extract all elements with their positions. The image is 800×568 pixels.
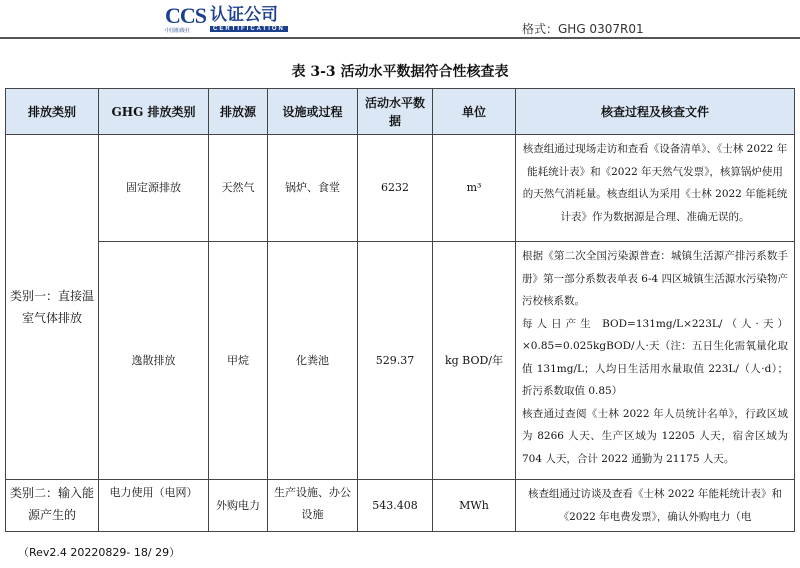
header-divider (0, 37, 800, 39)
logo-cn-text: 认证公司 (210, 5, 279, 25)
table-row (6, 135, 795, 242)
col-header: 排放类别 (6, 89, 99, 135)
unit-cell: MWh (433, 480, 516, 532)
desc-cell: 核查组通过访谈及查看《士林 2022 年能耗统计表》和《2022 年电费发票》，确认外购电力（电 (516, 480, 795, 532)
activity-data-table (5, 88, 795, 532)
source-cell: 天然气 (209, 135, 268, 242)
category-cell: 类别二：输入能源产生的 (6, 480, 99, 532)
value-cell: 529.37 (358, 242, 433, 480)
ccs-logo (165, 3, 285, 34)
page-footer: （Rev2.4 20220829- 18/ 29） (18, 546, 181, 559)
desc-paragraph: 根据《第二次全国污染源普查：城镇生活源产排污系数手册》第一部分系数表单表 6-4 四区城镇生活源水污染物产污校核系数。 (522, 250, 788, 307)
table-row (6, 480, 795, 532)
source-cell: 甲烷 (209, 242, 268, 480)
table-row (6, 242, 795, 480)
col-header: 核查过程及核查文件 (516, 89, 795, 135)
table-header-row (6, 89, 795, 135)
desc-cell (516, 242, 795, 480)
facility-cell: 化粪池 (268, 242, 358, 480)
logo-certification: CERTIFICATION (210, 26, 288, 32)
logo-small-text: 中国船级社 (165, 28, 191, 34)
col-header: 单位 (433, 89, 516, 135)
ghg-cell: 固定源排放 (99, 135, 209, 242)
unit-cell: kg BOD/年 (433, 242, 516, 480)
facility-cell: 锅炉、食堂 (268, 135, 358, 242)
col-header: GHG 排放类别 (99, 89, 209, 135)
value-cell: 6232 (358, 135, 433, 242)
unit-cell: m³ (433, 135, 516, 242)
source-cell: 外购电力 (209, 480, 268, 532)
desc-cell: 核查组通过现场走访和查看《设备清单》、《士林 2022 年能耗统计表》和《2022 年天然气发票》，核算锅炉使用的天然气消耗量。核查组认为采用《士林 2022 年能耗统计表》作为数据源是合理、准确无误的。 (516, 135, 795, 242)
value-cell: 543.408 (358, 480, 433, 532)
col-header: 活动水平数据 (358, 89, 433, 135)
format-code: 格式：GHG 0307R01 (522, 22, 644, 36)
category-cell: 类别一：直接温室气体排放 (6, 135, 99, 480)
desc-paragraph: 每人日产生 BOD=131mg/L×223L/（人·天）×0.85=0.025kgBOD/人·天（注：五日生化需氧量化取值 131mg/L；人均日生活用水量取值 223L/（人·d）；折污系数取值 0.85） (522, 317, 788, 397)
col-header: 设施或过程 (268, 89, 358, 135)
ghg-cell: 逸散排放 (99, 242, 209, 480)
col-header: 排放源 (209, 89, 268, 135)
facility-cell: 生产设施、办公设施 (268, 480, 358, 532)
table-title: 表 3-3 活动水平数据符合性核查表 (291, 64, 509, 80)
ghg-cell: 电力使用（电网） (99, 480, 209, 532)
desc-paragraph: 核查通过查阅《士林 2022 年人员统计名单》，行政区域为 8266 人天、生产区域为 12205 人天，宿舍区域为 704 人天，合计 2022 通勤为 21175 人天。 (522, 407, 788, 465)
logo-ccs-text: CCS (165, 3, 207, 28)
